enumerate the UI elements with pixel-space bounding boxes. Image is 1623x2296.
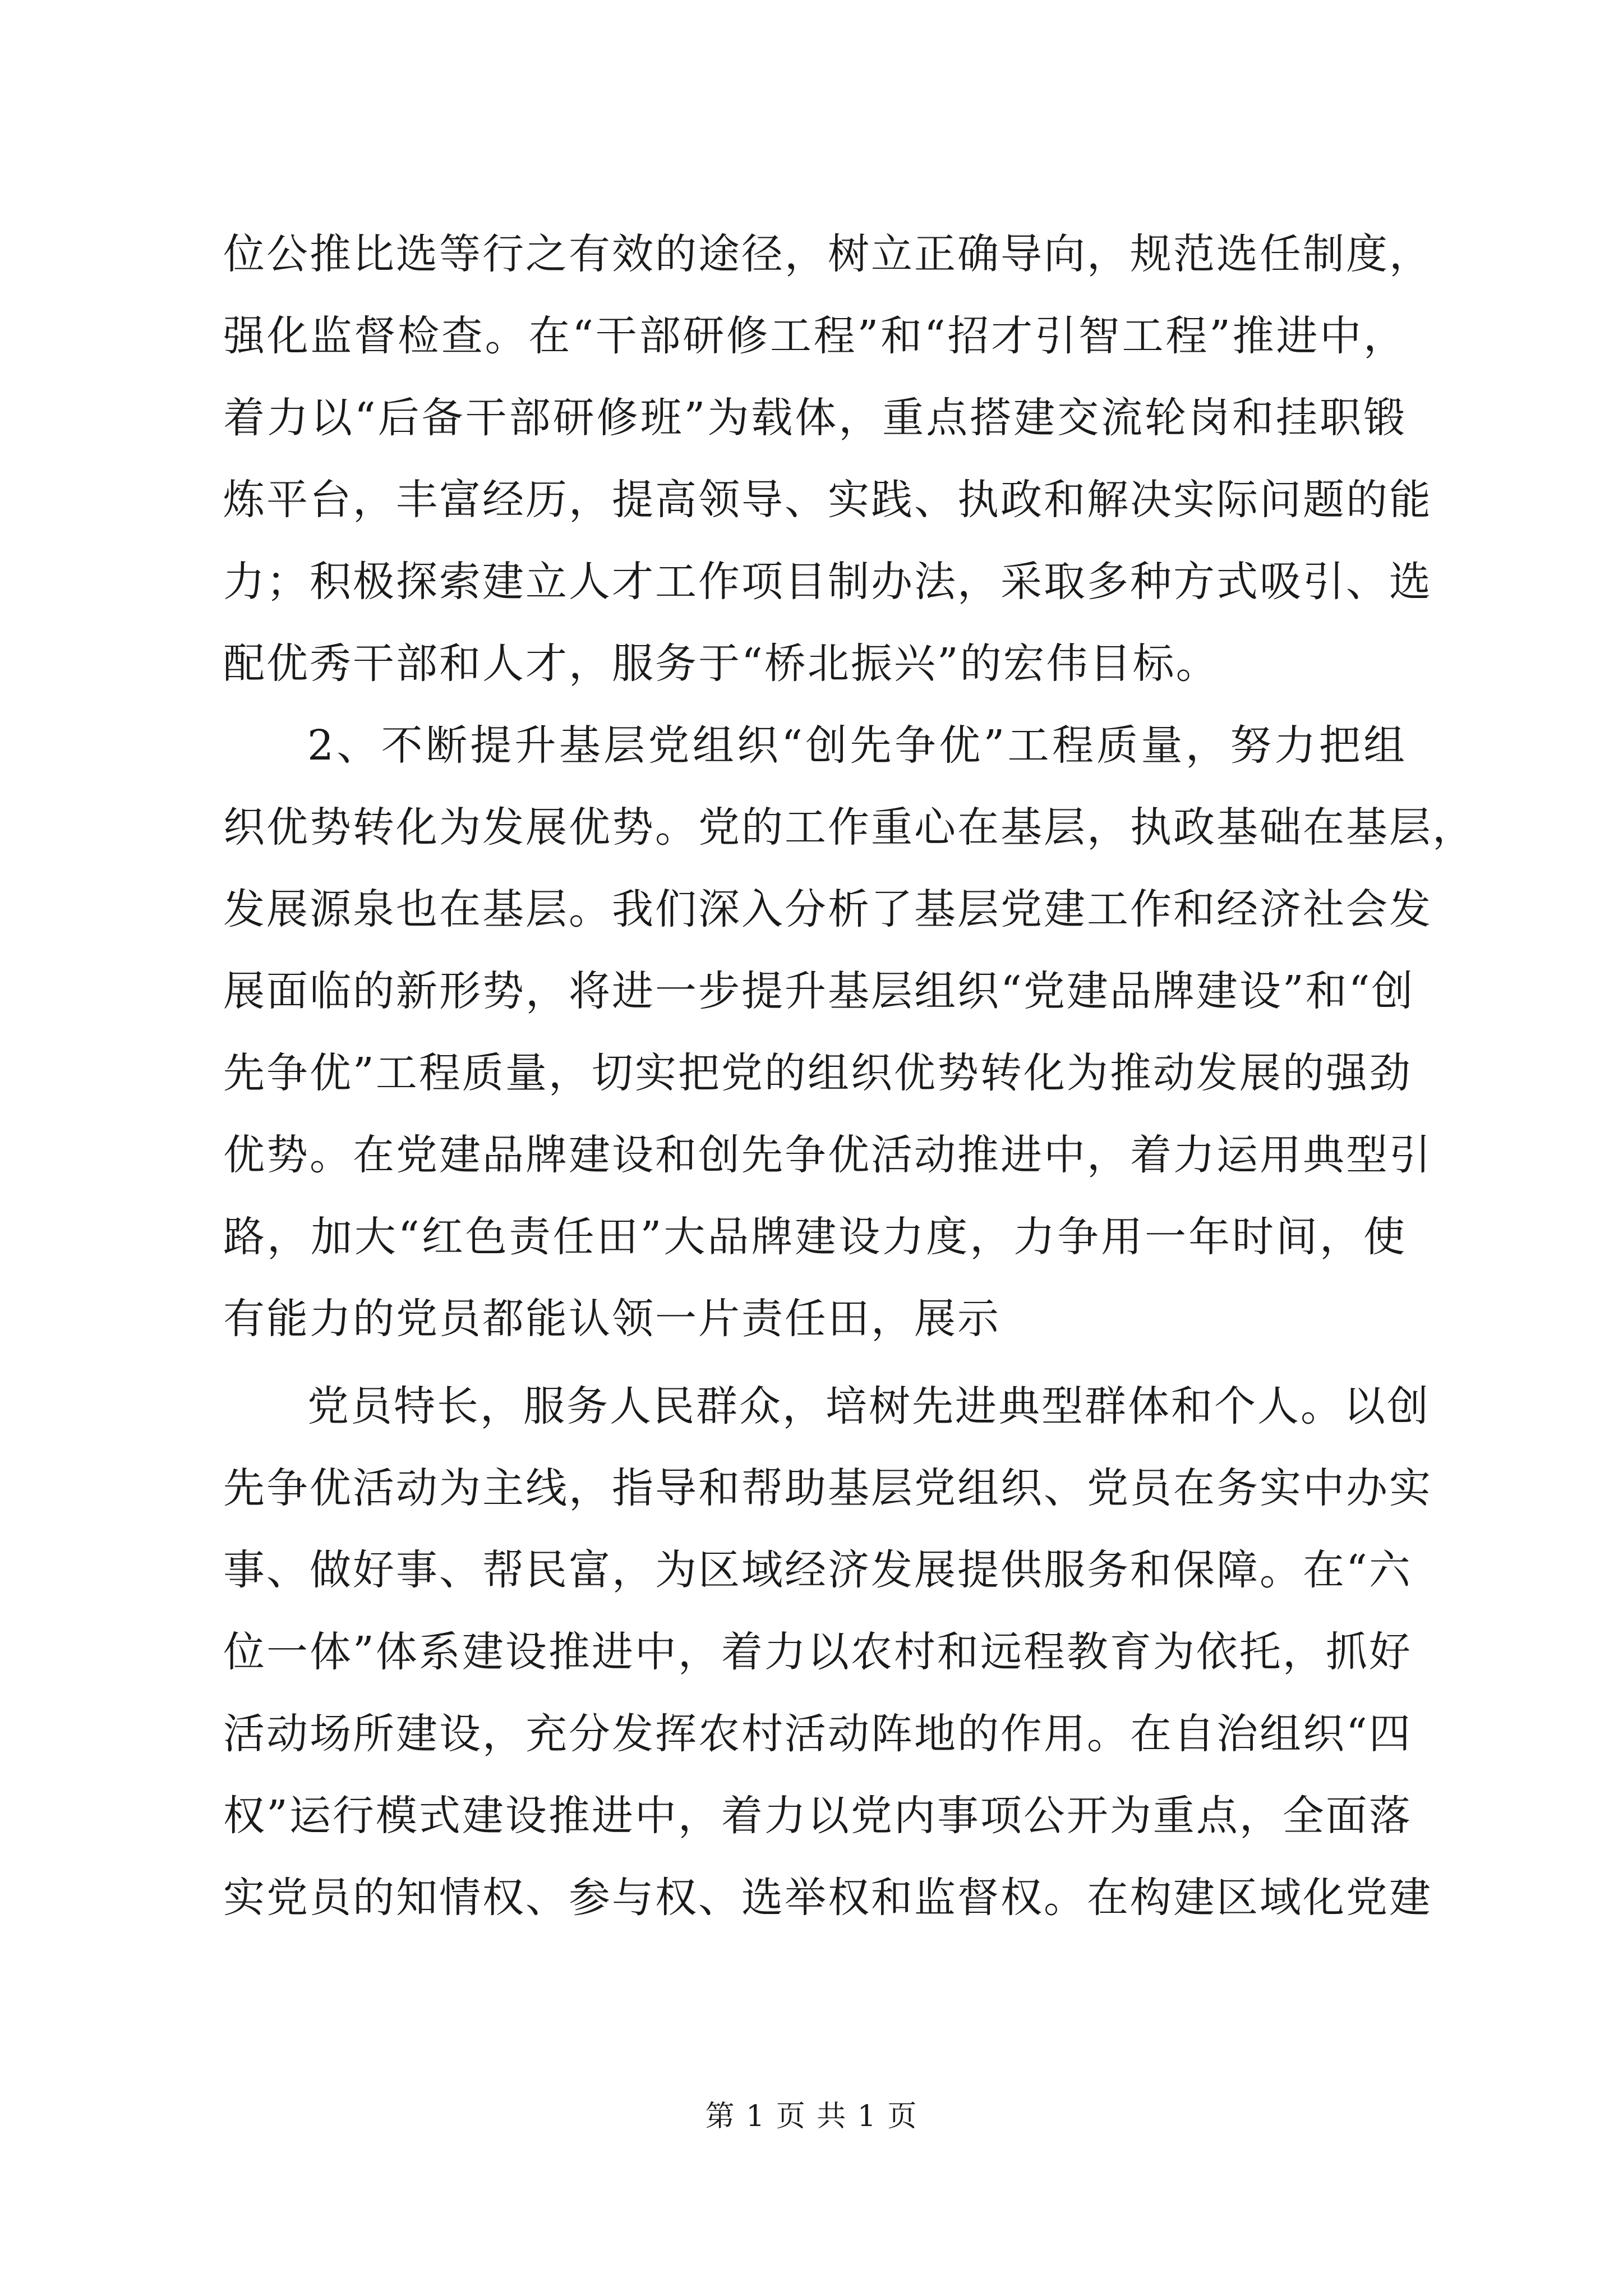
text-line: 实党员的知情权、参与权、选举权和监督权。在构建区域化党建 [223,1874,1432,1922]
text-line: 着力以“后备干部研修班”为载体，重点搭建交流轮岗和挂职锻 [223,394,1407,442]
text-line: 发展源泉也在基层。我们深入分析了基层党建工作和经济社会发 [223,885,1432,933]
text-line: 强化监督检查。在“干部研修工程”和“招才引智工程”推进中， [223,312,1407,360]
text-line: 先争优”工程质量，切实把党的组织优势转化为推动发展的强劲 [223,1049,1412,1097]
document-body [223,213,1476,1939]
text-line: 位一体”体系建设推进中，着力以农村和远程教育为依托，抓好 [223,1628,1412,1676]
text-line: 先争优活动为主线，指导和帮助基层党组织、党员在务实中办实 [223,1464,1432,1512]
paragraph-start-line: 党员特长，服务人民群众，培树先进典型群体和个人。以创 [307,1382,1430,1430]
page-footer: 第 1 页 共 1 页 [705,2100,918,2133]
text-line: 力；积极探索建立人才工作项目制办法，采取多种方式吸引、选 [223,558,1432,606]
text-line: 权”运行模式建设推进中，着力以党内事项公开为重点，全面落 [223,1792,1412,1840]
text-line: 展面临的新形势，将进一步提升基层组织“党建品牌建设”和“创 [223,967,1415,1015]
text-line: 优势。在党建品牌建设和创先争优活动推进中，着力运用典型引 [223,1131,1432,1179]
text-line: 织优势转化为发展优势。党的工作重心在基层，执政基础在基层， [223,803,1476,852]
text-line: 事、做好事、帮民富，为区域经济发展提供服务和保障。在“六 [223,1546,1412,1594]
text-line: 有能力的党员都能认领一片责任田，展示 [223,1295,1000,1343]
text-line: 位公推比选等行之有效的途径，树立正确导向，规范选任制度， [223,230,1432,278]
text-line: 配优秀干部和人才，服务于“桥北振兴”的宏伟目标。 [223,639,1219,688]
text-line: 炼平台，丰富经历，提高领导、实践、执政和解决实际问题的能 [223,476,1432,524]
paragraph-start-line: 2、不断提升基层党组织“创先争优”工程质量，努力把组 [307,721,1407,770]
text-line: 路，加大“红色责任田”大品牌建设力度，力争用一年时间，使 [223,1213,1407,1261]
text-line: 活动场所建设，充分发挥农村活动阵地的作用。在自治组织“四 [223,1710,1412,1758]
